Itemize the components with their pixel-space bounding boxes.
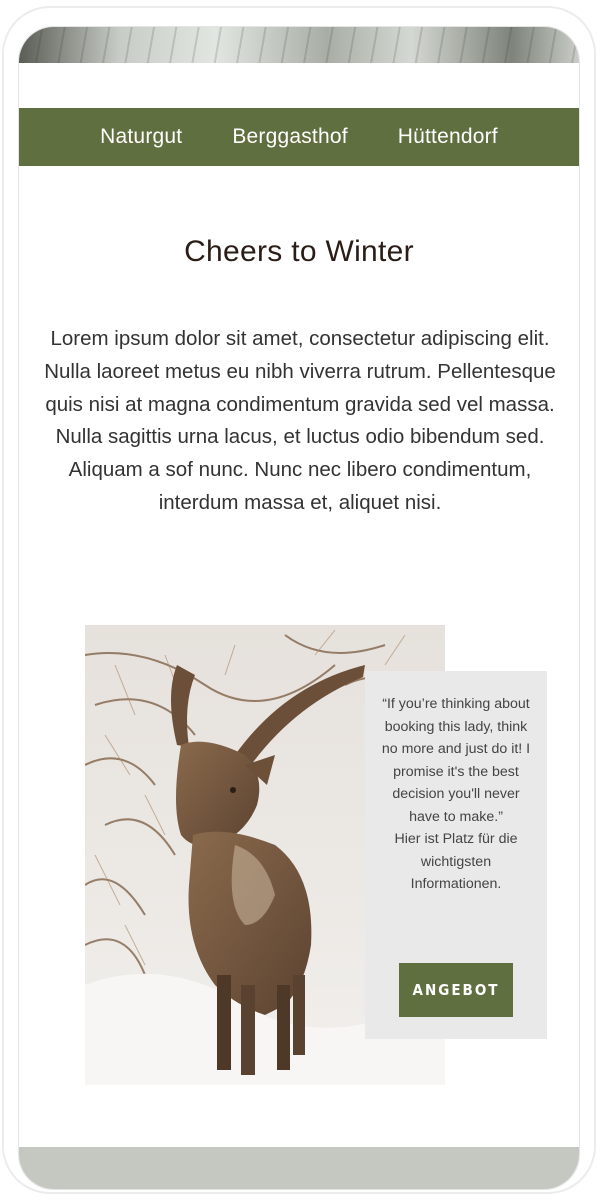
info-text: Hier ist Platz für die wichtigsten Informationen. [394,831,518,892]
intro-paragraph: Lorem ipsum dolor sit amet, consectetur adipiscing elit. Nulla laoreet metus eu nibh viverra rutrum. Pellentesque quis nisi at magna condimentum gravida sed vel massa. Nulla sagittis urna lacus, et luctus odio bibendum sed. Aliquam a sof nunc. Nunc nec libero condimentum, interdum massa et, aliquet nisi. [44,327,556,514]
main-nav [19,108,579,166]
nav-item-huettendorf[interactable]: Hüttendorf [397,125,498,148]
testimonial-text [379,693,533,896]
phone-frame [2,6,596,1194]
header-photo-strip [19,27,579,63]
page-title: Cheers to Winter [184,235,414,268]
angebot-button[interactable]: ANGEBOT [399,963,513,1017]
footer-strip [19,1147,579,1189]
screen [18,26,580,1190]
testimonial-box [365,671,547,1039]
nav-item-berggasthof[interactable]: Berggasthof [232,125,348,148]
nav-item-naturgut[interactable]: Naturgut [100,125,183,148]
testimonial-quote: “If you’re thinking about booking this lady, think no more and just do it! I promise it's the best decision you'll never have to make.” [381,696,531,825]
